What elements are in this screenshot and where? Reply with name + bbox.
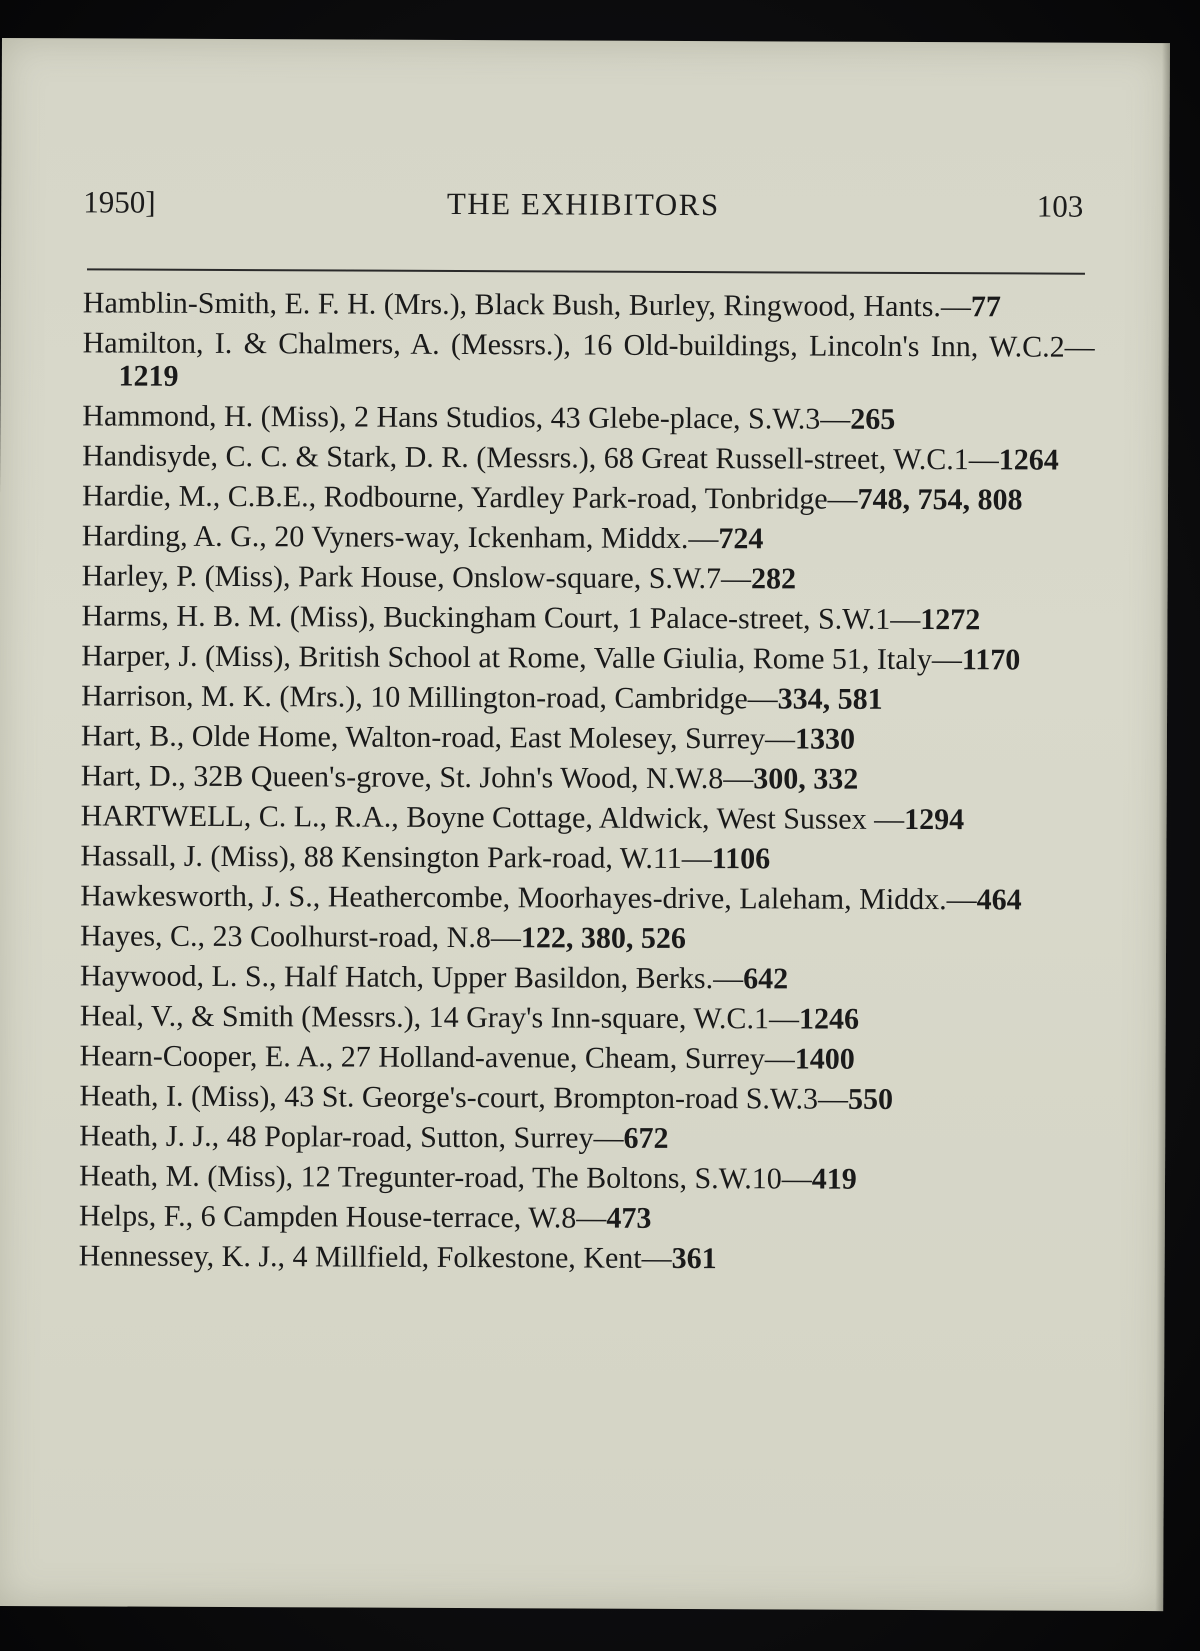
list-item	[80, 879, 1092, 916]
page-edge-shadow	[1155, 43, 1170, 1611]
list-item	[82, 559, 1094, 596]
entry-text: Harley, P. (Miss), Park House, Onslow-square, S.W.7—	[81, 559, 752, 596]
entry-text: Harrison, M. K. (Mrs.), 10 Millington-road, Cambridge—	[81, 679, 778, 716]
entry-numbers: 122, 380, 526	[520, 921, 686, 955]
entry-numbers: 724	[718, 522, 764, 556]
entry-text: Hardie, M., C.B.E., Rodbourne, Yardley Park-road, Tonbridge—	[81, 479, 858, 516]
entry-numbers: 1246	[798, 1002, 860, 1036]
entry-text: Heath, M. (Miss), 12 Tregunter-road, The Boltons, S.W.10—	[78, 1159, 812, 1196]
entry-text: Hennessey, K. J., 4 Millfield, Folkestone, Kent—	[78, 1239, 672, 1275]
entry-numbers: 672	[623, 1121, 669, 1155]
entry-numbers: 361	[671, 1241, 717, 1276]
entry-numbers: 748, 754, 808	[857, 482, 1023, 517]
entry-text: Hearn-Cooper, E. A., 27 Holland-avenue, Cheam, Surrey—	[79, 1039, 795, 1076]
list-item	[82, 326, 1094, 396]
list-item	[82, 399, 1094, 436]
entry-text: Hamilton, I. & Chalmers, A. (Messrs.), 16 Old-buildings, Lincoln's Inn, W.C.2—	[82, 326, 1095, 364]
entry-text: Harding, A. G., 20 Vyners-way, Ickenham, Middx.—	[81, 519, 719, 556]
entry-text: Handisyde, C. C. & Stark, D. R. (Messrs.), 68 Great Russell-street, W.C.1—	[82, 439, 999, 477]
list-item	[82, 519, 1094, 556]
entry-numbers: 1400	[794, 1042, 855, 1076]
list-item	[81, 679, 1093, 716]
entry-text: HARTWELL, C. L., R.A., Boyne Cottage, Aldwick, West Sussex —	[80, 799, 905, 836]
entry-text: Harms, H. B. M. (Miss), Buckingham Court, 1 Palace-street, S.W.1—	[81, 599, 921, 637]
entry-numbers: 282	[750, 562, 797, 596]
header-page-number: 103	[1036, 188, 1084, 224]
entry-numbers: 1264	[998, 443, 1059, 477]
entry-text: Hart, B., Olde Home, Walton-road, East Molesey, Surrey—	[80, 719, 796, 756]
entry-numbers: 550	[847, 1082, 894, 1116]
list-item	[80, 959, 1092, 996]
list-item	[81, 799, 1093, 836]
list-item	[79, 1079, 1091, 1116]
header-year: 1950]	[83, 184, 156, 220]
list-item	[79, 1239, 1091, 1276]
list-item	[80, 839, 1092, 876]
entry-text: Helps, F., 6 Campden House-terrace, W.8—	[78, 1199, 607, 1235]
entry-text: Harper, J. (Miss), British School at Rome, Valle Giulia, Rome 51, Italy—	[81, 639, 963, 677]
list-item	[80, 919, 1092, 956]
entry-text: Hammond, H. (Miss), 2 Hans Studios, 43 Glebe-place, S.W.3—	[82, 399, 851, 436]
list-item	[79, 1199, 1091, 1236]
entry-numbers: 1170	[961, 643, 1021, 677]
entry-text: Hassall, J. (Miss), 88 Kensington Park-road, W.11—	[80, 839, 712, 876]
entry-text: Hayes, C., 23 Coolhurst-road, N.8—	[80, 919, 521, 955]
list-item	[81, 719, 1093, 756]
entry-numbers: 464	[976, 883, 1022, 917]
entry-text: Heath, I. (Miss), 43 St. George's-court, Brompton-road S.W.3—	[79, 1079, 849, 1116]
list-item	[81, 599, 1093, 636]
list-item	[81, 639, 1093, 676]
entry-text: Heal, V., & Smith (Messrs.), 14 Gray's Inn-square, W.C.1—	[79, 999, 800, 1036]
header-title: THE EXHIBITORS	[446, 185, 720, 223]
entry-text: Hart, D., 32B Queen's-grove, St. John's Wood, N.W.8—	[80, 759, 754, 796]
entry-numbers: 300, 332	[753, 762, 859, 796]
book-page	[0, 38, 1170, 1611]
list-item	[83, 286, 1095, 323]
list-item	[79, 1039, 1091, 1076]
entry-numbers: 1272	[920, 603, 981, 637]
list-item	[79, 1159, 1091, 1196]
entry-text: Hamblin-Smith, E. F. H. (Mrs.), Black Bush, Burley, Ringwood, Hants.—	[82, 286, 972, 324]
entry-numbers: 419	[811, 1162, 857, 1196]
exhibitor-list	[79, 286, 1095, 1283]
entry-text: Hawkesworth, J. S., Heathercombe, Moorhayes-drive, Laleham, Middx.—	[80, 879, 977, 917]
entry-numbers: 1330	[794, 722, 856, 756]
list-item	[81, 759, 1093, 796]
list-item	[82, 479, 1094, 516]
entry-numbers: 334, 581	[777, 682, 883, 716]
entry-numbers: 1106	[711, 842, 771, 876]
list-item	[82, 439, 1094, 476]
entry-text: Haywood, L. S., Half Hatch, Upper Basildon, Berks.—	[79, 959, 744, 996]
header-rule	[87, 268, 1085, 274]
entry-numbers: 1294	[904, 802, 965, 837]
list-item	[79, 1119, 1091, 1156]
entry-numbers: 642	[743, 962, 789, 996]
entry-numbers: 77	[970, 290, 1002, 324]
entry-numbers: 473	[606, 1201, 652, 1235]
entry-numbers: 265	[850, 402, 896, 436]
entry-numbers: 1219	[118, 359, 179, 393]
entry-text: Heath, J. J., 48 Poplar-road, Sutton, Surrey—	[79, 1119, 624, 1155]
running-header	[83, 176, 1083, 230]
list-item	[80, 999, 1092, 1036]
